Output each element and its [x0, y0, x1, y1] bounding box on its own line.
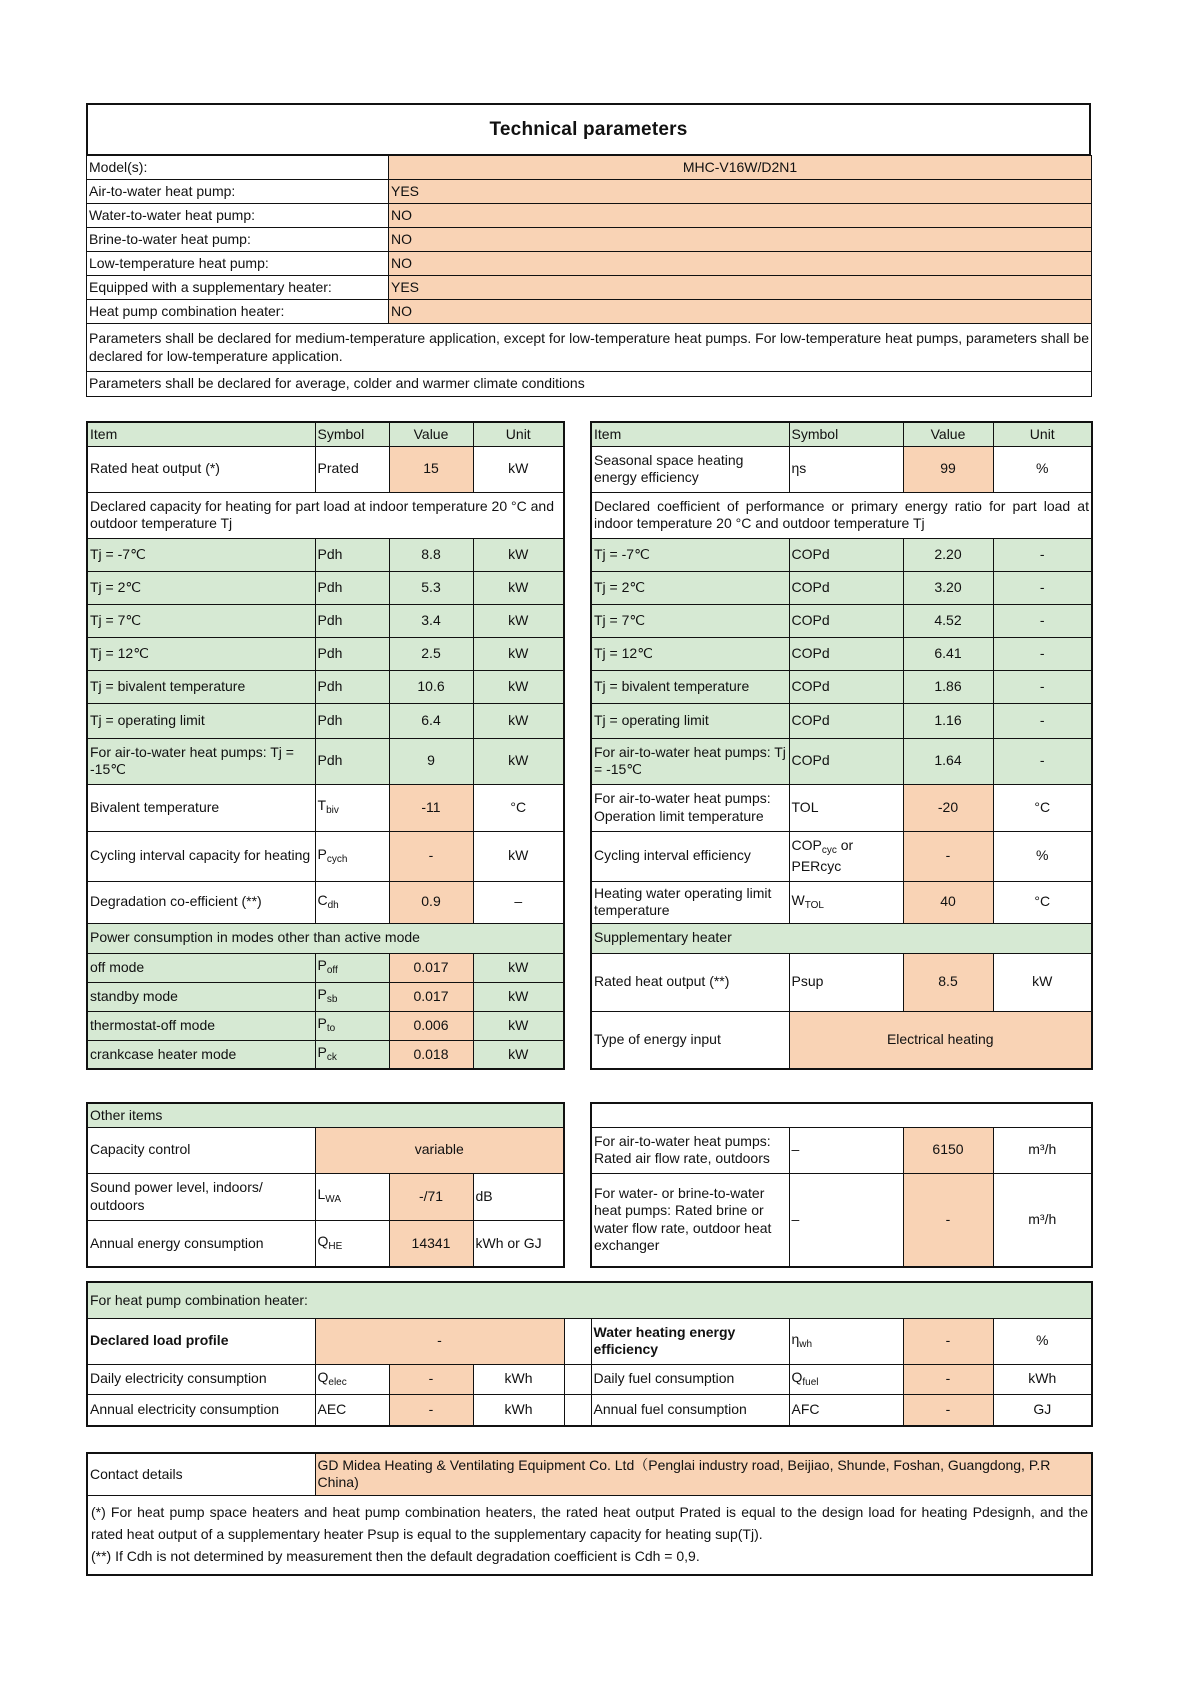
symbol-sub: elec [328, 1376, 347, 1388]
row-value: - [389, 1364, 473, 1394]
row-label: Rated heat output (**) [591, 953, 789, 1011]
declared-cop-caption: Declared coefficient of performance or primary energy ratio for part load at indoor temperature 20 °C and outdoor temperature Tj [591, 492, 1092, 538]
row-label: Tj = 12℃ [87, 637, 315, 670]
annual-energy-row [87, 1220, 564, 1267]
row-symbol: Pdh [315, 604, 389, 637]
row-value: 0.018 [389, 1040, 473, 1069]
rated-heat-output-row [87, 446, 564, 492]
row-label: For air-to-water heat pumps: Tj = -15℃ [87, 738, 315, 784]
row-unit: kW [473, 604, 564, 637]
row-unit: % [993, 831, 1092, 881]
row-label: Tj = 2℃ [591, 571, 789, 604]
row-unit: dB [473, 1173, 564, 1220]
row-symbol: Pdh [315, 738, 389, 784]
row-value: variable [315, 1127, 564, 1173]
spacer-cell [564, 1394, 591, 1426]
symbol-main: Q [317, 1233, 329, 1249]
pdh-row [87, 637, 564, 670]
row-symbol: Pdh [315, 637, 389, 670]
row-value: - [903, 1394, 993, 1426]
row-value: -20 [903, 784, 993, 831]
row-value: 1.16 [903, 703, 993, 738]
row-unit: m³/h [993, 1173, 1092, 1267]
contact-table [86, 1452, 1093, 1576]
row-label: Tj = 12℃ [591, 637, 789, 670]
row-symbol [315, 1364, 389, 1394]
symbol-main: Q [791, 1368, 803, 1385]
row-value: 0.006 [389, 1011, 473, 1040]
row-label: crankcase heater mode [87, 1040, 315, 1069]
row-symbol [789, 1364, 903, 1394]
row-label: For air-to-water heat pumps: Rated air flow rate, outdoors [591, 1127, 789, 1173]
flow-rate-table [590, 1102, 1093, 1268]
row-unit: kW [473, 637, 564, 670]
row-label: Annual fuel consumption [591, 1394, 789, 1426]
psup-row [591, 953, 1092, 1011]
row-symbol: COPd [789, 538, 903, 571]
row-value: 6150 [903, 1127, 993, 1173]
symbol-main: T [317, 797, 327, 814]
row-label: Tj = bivalent temperature [87, 670, 315, 703]
row-value: 9 [389, 738, 473, 784]
heating-capacity-table [86, 421, 565, 1070]
row-label: Tj = 7℃ [87, 604, 315, 637]
row-label: Degradation co-efficient (**) [87, 881, 315, 923]
row-value: - [315, 1318, 564, 1364]
row-symbol: Psup [789, 953, 903, 1011]
row-value: 4.52 [903, 604, 993, 637]
general-label: Water-to-water heat pump: [87, 204, 389, 228]
general-label: Equipped with a supplementary heater: [87, 276, 389, 300]
seasonal-efficiency-row [591, 446, 1092, 492]
row-symbol: – [789, 1173, 903, 1267]
general-label: Low-temperature heat pump: [87, 252, 389, 276]
row-symbol [315, 1173, 389, 1220]
row-symbol: AFC [789, 1394, 903, 1426]
row-symbol: AEC [315, 1394, 389, 1426]
cycling-efficiency-row [591, 831, 1092, 881]
supplementary-heater-caption: Supplementary heater [591, 923, 1092, 953]
capacity-control-row [87, 1127, 564, 1173]
row-unit: kWh [993, 1364, 1092, 1394]
general-value: NO [389, 252, 1092, 276]
row-label: Heating water operating limit temperature [591, 881, 789, 923]
general-label: Model(s): [87, 156, 389, 180]
general-label: Air-to-water heat pump: [87, 180, 389, 204]
general-row [87, 252, 1092, 276]
symbol-main: P [317, 986, 327, 1003]
row-value: 6.41 [903, 637, 993, 670]
symbol-main: W [791, 891, 805, 908]
row-label: Tj = 7℃ [591, 604, 789, 637]
symbol-main: L [317, 1186, 326, 1203]
row-symbol: ηs [789, 446, 903, 492]
general-row [87, 228, 1092, 252]
cop-row [591, 571, 1092, 604]
power-row [87, 982, 564, 1011]
pdh-row [87, 604, 564, 637]
footnote: (*) For heat pump space heaters and heat pump combination heaters, the rated heat output Prated is equal to the design load for heating Pdesignh, and the rated heat output of a supplementary heater Psup is equal to the supplementary capacity for heating sup(Tj). [91, 1504, 1088, 1542]
row-value: - [903, 1173, 993, 1267]
row-label: For air-to-water heat pumps: Tj = -15℃ [591, 738, 789, 784]
row-symbol [315, 953, 389, 982]
symbol-tail: or PERcyc [791, 837, 854, 874]
general-label: Brine-to-water heat pump: [87, 228, 389, 252]
general-row [87, 180, 1092, 204]
row-unit: kW [473, 446, 564, 492]
row-label: Seasonal space heating energy efficiency [591, 446, 789, 492]
general-value: YES [389, 180, 1092, 204]
row-unit: °C [993, 784, 1092, 831]
other-items-caption: Other items [87, 1103, 564, 1127]
symbol-sub: cyc [821, 845, 837, 856]
pdh-row [87, 738, 564, 784]
bivalent-row [87, 784, 564, 831]
pdh-row [87, 670, 564, 703]
row-symbol [315, 1220, 389, 1267]
annual-consumption-row [87, 1394, 1092, 1426]
row-unit: °C [993, 881, 1092, 923]
row-label: Bivalent temperature [87, 784, 315, 831]
symbol-sub: cych [326, 853, 348, 865]
row-unit: °C [473, 784, 564, 831]
other-items-table [86, 1102, 565, 1268]
row-symbol: Pdh [315, 571, 389, 604]
daily-consumption-row [87, 1364, 1092, 1394]
row-label: Tj = bivalent temperature [591, 670, 789, 703]
row-label: Cycling interval efficiency [591, 831, 789, 881]
row-symbol: COPd [789, 604, 903, 637]
energy-input-row [591, 1011, 1092, 1069]
row-value: 10.6 [389, 670, 473, 703]
row-unit: - [993, 538, 1092, 571]
row-label: Capacity control [87, 1127, 315, 1173]
row-value: -/71 [389, 1173, 473, 1220]
row-label: Tj = -7℃ [87, 538, 315, 571]
row-label: Tj = 2℃ [87, 571, 315, 604]
row-value: 2.20 [903, 538, 993, 571]
row-label: For water- or brine-to-water heat pumps: Rated brine or water flow rate, outdoor heat exchanger [591, 1173, 789, 1267]
row-unit: m³/h [993, 1127, 1092, 1173]
row-symbol: Prated [315, 446, 389, 492]
header-symbol: Symbol [789, 422, 903, 446]
general-row [87, 276, 1092, 300]
row-symbol: – [789, 1127, 903, 1173]
cop-row [591, 738, 1092, 784]
row-value: 1.64 [903, 738, 993, 784]
row-value: 8.5 [903, 953, 993, 1011]
row-symbol [789, 831, 903, 881]
symbol-sub: to [326, 1023, 336, 1035]
row-value: Electrical heating [789, 1011, 1092, 1069]
general-value: YES [389, 276, 1092, 300]
row-unit: % [993, 446, 1092, 492]
row-symbol: Pdh [315, 670, 389, 703]
pdh-row [87, 703, 564, 738]
row-unit: kW [473, 571, 564, 604]
symbol-main: P [317, 957, 327, 974]
symbol-main: P [317, 1015, 327, 1032]
row-label: Sound power level, indoors/ outdoors [87, 1173, 315, 1220]
row-value: 0.9 [389, 881, 473, 923]
power-row [87, 1011, 564, 1040]
row-symbol: COPd [789, 670, 903, 703]
symbol-sub: dh [327, 899, 339, 911]
symbol-sub: sb [326, 994, 338, 1006]
row-symbol [315, 1040, 389, 1069]
row-value: 0.017 [389, 953, 473, 982]
general-row [87, 300, 1092, 324]
row-unit: kW [473, 953, 564, 982]
row-unit: kW [473, 831, 564, 881]
row-label: standby mode [87, 982, 315, 1011]
general-row [87, 156, 1092, 180]
header-value: Value [389, 422, 473, 446]
symbol-main: P [317, 1044, 327, 1060]
cop-row [591, 670, 1092, 703]
tol-row [591, 784, 1092, 831]
combination-heater-table [86, 1281, 1093, 1427]
pdh-row [87, 538, 564, 571]
row-value: 15 [389, 446, 473, 492]
combination-heater-caption: For heat pump combination heater: [87, 1282, 1092, 1318]
model-value: MHC-V16W/D2N1 [389, 156, 1092, 180]
row-label: Daily electricity consumption [87, 1364, 315, 1394]
row-value: - [389, 1394, 473, 1426]
row-value: 5.3 [389, 571, 473, 604]
cop-table [590, 421, 1093, 1070]
row-symbol: COPd [789, 637, 903, 670]
symbol-main: C [317, 891, 328, 908]
header-unit: Unit [473, 422, 564, 446]
header-unit: Unit [993, 422, 1092, 446]
degradation-row [87, 881, 564, 923]
footnote: (**) If Cdh is not determined by measurement then the default degradation coefficient is Cdh = 0,9. [91, 1547, 700, 1564]
row-symbol: COPd [789, 738, 903, 784]
air-flow-row [591, 1127, 1092, 1173]
symbol-sub: biv [326, 805, 339, 817]
spacer-cell [564, 1318, 591, 1364]
symbol-main: Q [317, 1368, 329, 1385]
header-symbol: Symbol [315, 422, 389, 446]
row-label: Annual electricity consumption [87, 1394, 315, 1426]
row-symbol: COPd [789, 703, 903, 738]
row-value: 14341 [389, 1220, 473, 1267]
row-unit: – [473, 881, 564, 923]
row-value: 40 [903, 881, 993, 923]
row-label: Cycling interval capacity for heating [87, 831, 315, 881]
row-unit: % [993, 1318, 1092, 1364]
cop-row [591, 538, 1092, 571]
row-unit: kW [473, 538, 564, 571]
footnotes [87, 1495, 1092, 1575]
general-value: NO [389, 204, 1092, 228]
row-label: Annual energy consumption [87, 1220, 315, 1267]
row-label: thermostat-off mode [87, 1011, 315, 1040]
row-symbol [315, 881, 389, 923]
row-label: Tj = operating limit [591, 703, 789, 738]
row-value: - [903, 831, 993, 881]
climate-note: Parameters shall be declared for average, colder and warmer climate conditions [87, 372, 1092, 397]
general-label: Heat pump combination heater: [87, 300, 389, 324]
blank-caption [591, 1103, 1092, 1127]
contact-label: Contact details [87, 1453, 315, 1495]
row-symbol [789, 1318, 903, 1364]
row-symbol [315, 831, 389, 881]
row-label: Water heating energy efficiency [591, 1318, 789, 1364]
general-table [86, 155, 1092, 397]
row-unit: kW [473, 1040, 564, 1069]
power-row [87, 1040, 564, 1069]
row-unit: - [993, 604, 1092, 637]
symbol-main: P [317, 845, 327, 862]
pdh-row [87, 571, 564, 604]
sound-power-row [87, 1173, 564, 1220]
symbol-main: COP [791, 837, 822, 853]
row-value: 3.4 [389, 604, 473, 637]
row-unit: - [993, 571, 1092, 604]
row-symbol: TOL [789, 784, 903, 831]
row-unit: - [993, 703, 1092, 738]
row-value: 8.8 [389, 538, 473, 571]
row-unit: GJ [993, 1394, 1092, 1426]
row-unit: kW [473, 982, 564, 1011]
header-value: Value [903, 422, 993, 446]
row-symbol: Pdh [315, 703, 389, 738]
wtol-row [591, 881, 1092, 923]
row-symbol [789, 881, 903, 923]
general-row [87, 204, 1092, 228]
row-unit: - [993, 670, 1092, 703]
row-unit: kW [473, 738, 564, 784]
spacer-cell [564, 1364, 591, 1394]
row-value: 2.5 [389, 637, 473, 670]
power-row [87, 953, 564, 982]
header-item: Item [591, 422, 789, 446]
row-unit: kWh or GJ [473, 1220, 564, 1267]
row-label: Tj = -7℃ [591, 538, 789, 571]
row-unit: - [993, 637, 1092, 670]
power-consumption-caption: Power consumption in modes other than active mode [87, 923, 564, 953]
cycling-capacity-row [87, 831, 564, 881]
contact-value: GD Midea Heating & Ventilating Equipment Co. Ltd（Penglai industry road, Beijiao, Shunde, Foshan, Guangdong, P.R China) [315, 1453, 1092, 1495]
row-symbol [315, 982, 389, 1011]
row-unit: kW [473, 670, 564, 703]
symbol-sub: wh [799, 1338, 813, 1350]
symbol-sub: off [326, 965, 338, 977]
row-value: 3.20 [903, 571, 993, 604]
row-value: -11 [389, 784, 473, 831]
row-unit: kWh [473, 1364, 564, 1394]
declared-capacity-caption: Declared capacity for heating for part load at indoor temperature 20 °C and outdoor temperature Tj [87, 492, 564, 538]
symbol-main: η [791, 1330, 800, 1347]
row-unit: kW [993, 953, 1092, 1011]
row-symbol [315, 1011, 389, 1040]
row-value: 99 [903, 446, 993, 492]
cop-row [591, 637, 1092, 670]
cop-row [591, 604, 1092, 637]
contact-row [87, 1453, 1092, 1495]
symbol-sub: HE [328, 1241, 343, 1252]
symbol-sub: fuel [802, 1376, 819, 1388]
row-unit: kWh [473, 1394, 564, 1426]
row-value: 1.86 [903, 670, 993, 703]
general-value: NO [389, 300, 1092, 324]
row-value: 0.017 [389, 982, 473, 1011]
row-label: Type of energy input [591, 1011, 789, 1069]
symbol-sub: WA [325, 1194, 342, 1206]
row-value: - [903, 1318, 993, 1364]
row-unit: - [993, 738, 1092, 784]
row-symbol: COPd [789, 571, 903, 604]
row-label: Daily fuel consumption [591, 1364, 789, 1394]
row-label: Declared load profile [87, 1318, 315, 1364]
symbol-sub: ck [326, 1052, 337, 1063]
row-unit: kW [473, 703, 564, 738]
row-label: Rated heat output (*) [87, 446, 315, 492]
symbol-sub: TOL [804, 899, 824, 911]
row-value: 6.4 [389, 703, 473, 738]
row-value: - [389, 831, 473, 881]
general-value: NO [389, 228, 1092, 252]
row-symbol [315, 784, 389, 831]
application-note: Parameters shall be declared for medium-temperature application, except for low-temperature heat pumps. For low-temperature heat pumps, parameters shall be declared for low-temperature application. [87, 324, 1092, 372]
row-label: Tj = operating limit [87, 703, 315, 738]
water-flow-row [591, 1173, 1092, 1267]
row-value: - [903, 1364, 993, 1394]
row-label: off mode [87, 953, 315, 982]
row-unit: kW [473, 1011, 564, 1040]
row-symbol: Pdh [315, 538, 389, 571]
load-profile-row [87, 1318, 1092, 1364]
cop-row [591, 703, 1092, 738]
header-item: Item [87, 422, 315, 446]
page-title: Technical parameters [86, 103, 1091, 156]
row-label: For air-to-water heat pumps: Operation limit temperature [591, 784, 789, 831]
